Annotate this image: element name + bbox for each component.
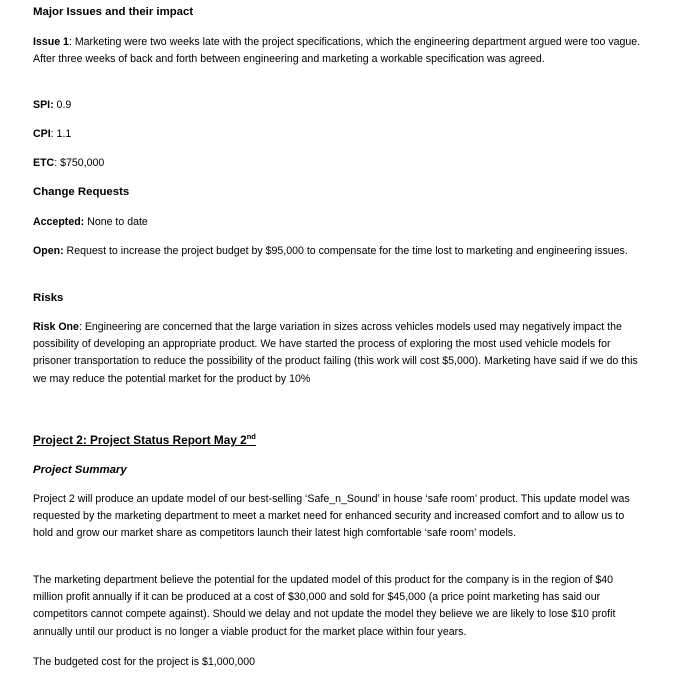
accepted-value: None to date [84,216,148,228]
summary-paragraph-2: The marketing department believe the potential for the updated model of this product for the company is in the region of $40 million profit annually if it can be produced at a cost of $30,000 and sold for $45,000 (a price point marketing has said our competitors cannot compete against). Should we delay and not update the model they believe we are likely to lose $10 profit annually until our product is no longer a viable product for the market place within four years. [33,574,616,638]
cpi-line [33,126,71,143]
accepted-line [33,214,148,231]
section-title-risks: Risks [33,292,64,304]
risk-one-text: : Engineering are concerned that the large variation in sizes across vehicles models used may negatively impact the possibility of developing an appropriate product. We have started the process of exploring the most used vehicle models for prisoner transportation to reduce the possibility of the product failing (this work will cost $5,000). Marketing have said if we do this we may reduce the potential market for the product by 10% [33,321,638,385]
section-title-major-issues: Major Issues and their impact [33,6,194,18]
cpi-label: CPI [33,128,51,140]
risk-one-paragraph [33,319,645,388]
cpi-value: : 1.1 [50,128,72,140]
spi-line [33,97,71,114]
open-paragraph [33,243,645,260]
risk-one-label: Risk One [33,321,79,333]
accepted-label: Accepted: [33,216,85,228]
summary-paragraph-1: Project 2 will produce an update model of our best-selling ‘Safe_n_Sound’ in house ‘safe room’ product. This update model was requested by the marketing department to meet a market need for enhanced security and increased comfort and to allow us to hold and grow our market share as competitors launch their latest high comfortable ‘safe room’ models. [33,493,630,540]
open-value: Request to increase the project budget by $95,000 to compensate for the time lost to marketing and engineering issues. [63,245,628,257]
etc-line [33,155,104,172]
budget-line: The budgeted cost for the project is $1,000,000 [33,656,256,668]
open-label: Open: [33,245,64,257]
project-summary-heading: Project Summary [33,464,127,476]
issue-1-text: : Marketing were two weeks late with the project specifications, which the engineering department argued were too vague. After three weeks of back and forth between engineering and marketing a workable specification was agreed. [33,36,641,66]
project-2-title-superscript: nd [246,432,256,441]
issue-1-label: Issue 1 [33,36,69,48]
project-2-title [33,432,256,449]
spi-label: SPI: [33,99,54,111]
section-title-change-requests: Change Requests [33,186,130,198]
etc-value: : $750,000 [54,157,105,169]
etc-label: ETC [33,157,55,169]
project-2-title-text: Project 2: Project Status Report May 2 [33,433,247,447]
spi-value: 0.9 [53,99,72,111]
issue-1-paragraph [33,34,645,68]
